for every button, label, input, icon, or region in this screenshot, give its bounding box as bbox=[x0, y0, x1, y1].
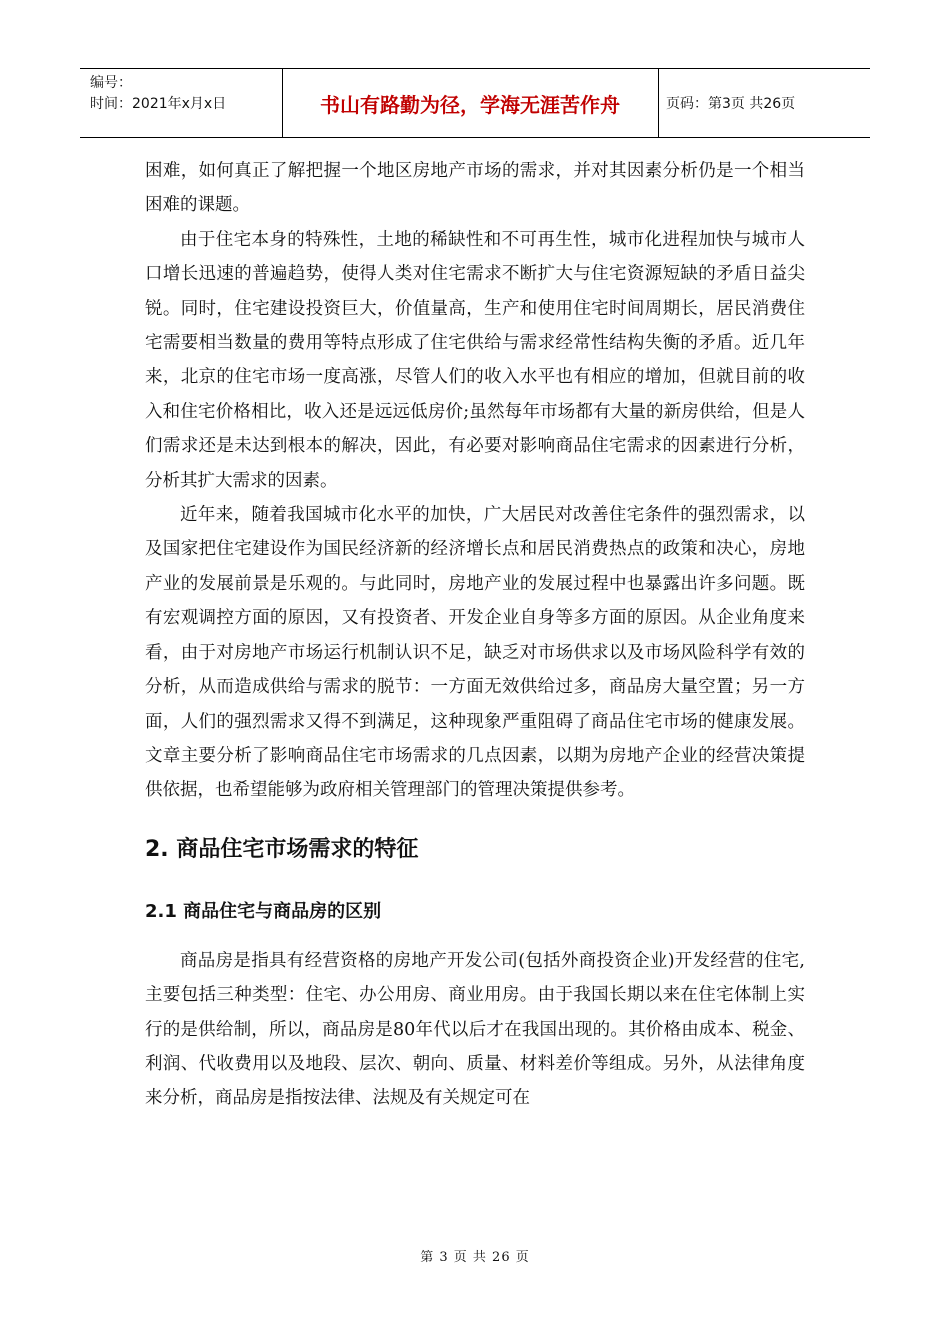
document-number-label: 编号： bbox=[90, 75, 132, 91]
header-motto: 书山有路勤为径，学海无涯苦作舟 bbox=[320, 92, 620, 117]
section-heading: 2. 商品住宅市场需求的特征 bbox=[145, 836, 419, 862]
body-paragraph: 近年来，随着我国城市化水平的加快，广大居民对改善住宅条件的强烈需求，以及国家把住宅建设作为国民经济新的经济增长点和居民消费热点的政策和决心，房地产业的发展前景是乐观的。与此同时，房地产业的发展过程中也暴露出许多问题。既有宏观调控方面的原因，又有投资者、开发企业自身等多方面的原因。从企业角度来看，由于对房地产市场运行机制认识不足，缺乏对市场供求以及市场风险科学有效的分析，从而造成供给与需求的脱节：一方面无效供给过多，商品房大量空置；另一方面，人们的强烈需求又得不到满足，这种现象严重阻碍了商品住宅市场的健康发展。文章主要分析了影响商品住宅市场需求的几点因素，以期为房地产企业的经营决策提供依据，也希望能够为政府相关管理部门的管理决策提供参考。 bbox=[145, 505, 805, 801]
page-header bbox=[80, 68, 870, 138]
subsection-heading: 2.1 商品住宅与商品房的区别 bbox=[145, 900, 382, 922]
header-meta bbox=[90, 73, 226, 115]
header-page-info: 页码：第3页 共26页 bbox=[666, 96, 796, 112]
body-paragraph: 由于住宅本身的特殊性，土地的稀缺性和不可再生性，城市化进程加快与城市人口增长迅速的普遍趋势，使得人类对住宅需求不断扩大与住宅资源短缺的矛盾日益尖锐。同时，住宅建设投资巨大，价值量高，生产和使用住宅时间周期长，居民消费住宅需要相当数量的费用等特点形成了住宅供给与需求经常性结构失衡的矛盾。近几年来，北京的住宅市场一度高涨，尽管人们的收入水平也有相应的增加，但就目前的收入和住宅价格相比，收入还是远远低房价;虽然每年市场都有大量的新房供给，但是人们需求还是未达到根本的解决，因此，有必要对影响商品住宅需求的因素进行分析，分析其扩大需求的因素。 bbox=[145, 229, 805, 491]
header-divider bbox=[658, 69, 659, 137]
page-footer: 第 3 页 共 26 页 bbox=[420, 1250, 530, 1265]
body-paragraph: 困难，如何真正了解把握一个地区房地产市场的需求，并对其因素分析仍是一个相当困难的课题。 bbox=[145, 161, 805, 216]
document-body bbox=[145, 154, 805, 1116]
document-time-label: 时间：2021年x月x日 bbox=[90, 96, 227, 112]
body-paragraph: 商品房是指具有经营资格的房地产开发公司(包括外商投资企业)开发经营的住宅,主要包括三种类型：住宅、办公用房、商业用房。由于我国长期以来在住宅体制上实行的是供给制，所以，商品房是80年代以后才在我国出现的。其价格由成本、税金、利润、代收费用以及地段、层次、朝向、质量、材料差价等组成。另外，从法律角度来分析，商品房是指按法律、法规及有关规定可在 bbox=[145, 950, 805, 1109]
